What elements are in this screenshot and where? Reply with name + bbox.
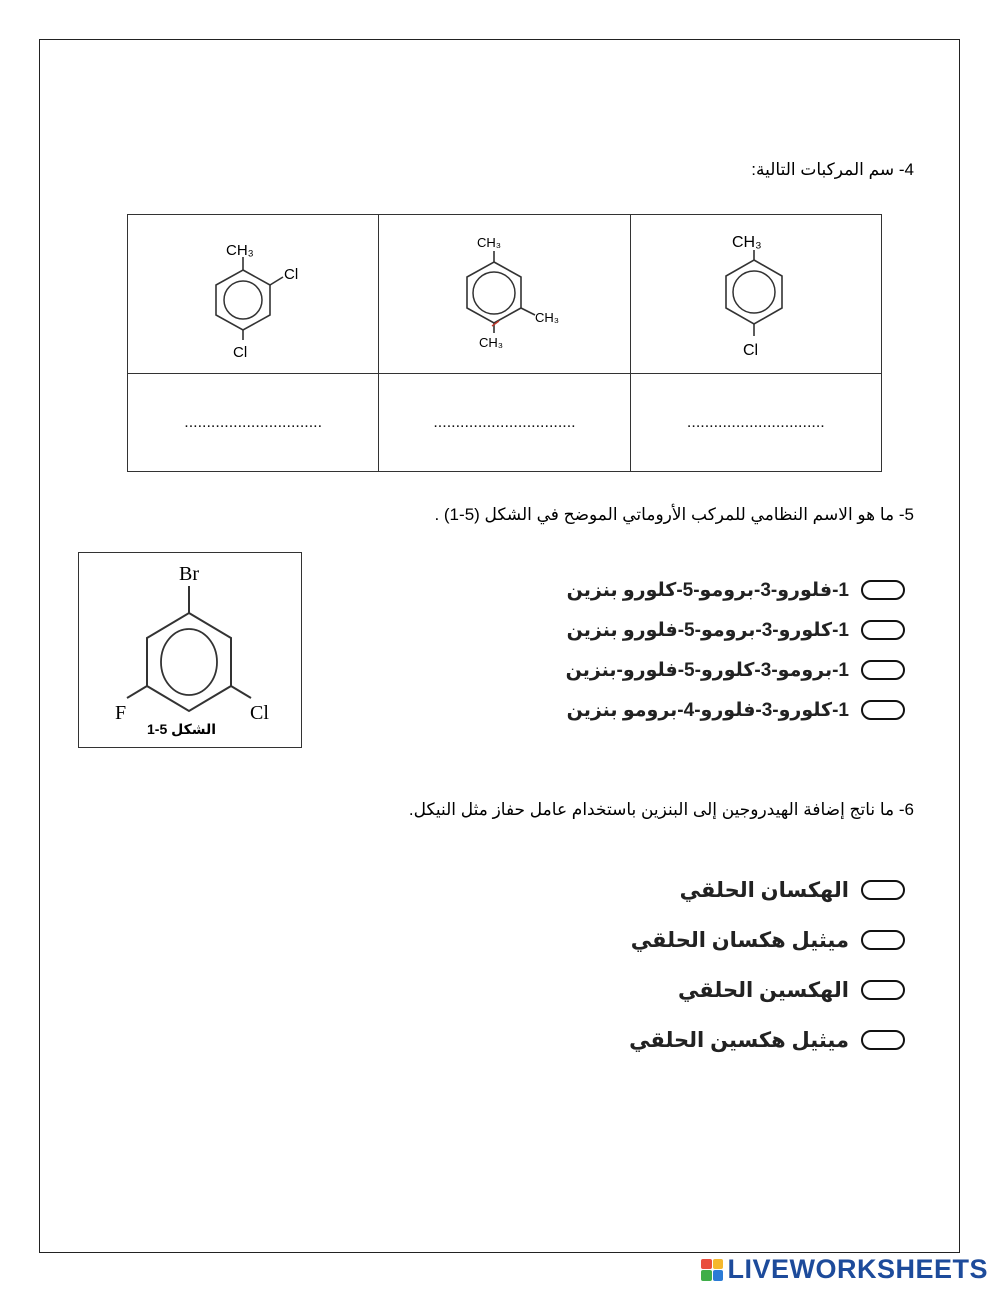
dichlorotoluene-structure [183,217,323,367]
label-ch3: CH₃ [226,241,254,259]
q5-option-2[interactable] [566,610,905,650]
structures-row [128,215,882,374]
label-cl-bottom: Cl [233,343,248,361]
label-ch3-bottom: CH₃ [479,334,504,350]
q5-option-3[interactable] [566,650,905,690]
radio-button[interactable] [861,930,905,950]
q5-option-4[interactable] [566,690,905,730]
label-ch3: CH₃ [731,233,762,251]
q6-option-3[interactable] [629,965,905,1015]
trimethylbenzene-structure [429,217,579,367]
answer-cell-1[interactable] [128,374,379,472]
radio-button[interactable] [861,1030,905,1050]
option-label: 1-برومو-3-كلورو-5-فلورو-بنزين [565,659,849,681]
label-cl-side: Cl [284,265,299,283]
option-label: الهكسان الحلقي [679,878,849,902]
radio-button[interactable] [861,580,905,600]
answer-blank-2[interactable]: ................................ [433,413,576,431]
label-ch3-top: CH₃ [477,234,502,250]
figure-5-1 [78,552,302,748]
radio-button[interactable] [861,700,905,720]
radio-button[interactable] [861,880,905,900]
logo-text: LIVEWORKSHEETS [727,1254,988,1284]
label-cl: Cl [742,341,758,359]
label-f: F [115,702,127,724]
answer-blank-3[interactable]: ............................... [686,413,825,431]
q6-option-4[interactable] [629,1015,905,1065]
structure-cell-3 [630,215,881,374]
liveworksheets-logo [701,1254,988,1285]
answers-row [128,374,882,472]
figure-caption: الشكل 5-1 [147,721,217,737]
answer-blank-1[interactable]: ............................... [184,413,323,431]
radio-button[interactable] [861,620,905,640]
label-br: Br [179,563,199,585]
q6-option-2[interactable] [629,915,905,965]
option-label: 1-فلورو-3-برومو-5-كلورو بنزين [566,579,849,601]
chlorotoluene-structure [686,217,826,367]
q5-options [566,570,905,730]
question-5: 5- ما هو الاسم النظامي للمركب الأروماتي الموضح في الشكل (5-1) . [434,505,914,524]
answer-cell-2[interactable] [379,374,630,472]
option-label: 1-كلورو-3-برومو-5-فلورو بنزين [566,619,849,641]
q6-options [629,865,905,1065]
structure-cell-2 [379,215,630,374]
option-label: الهكسين الحلقي [678,978,849,1002]
bromochlorofluorobenzene-structure [79,553,301,747]
q6-option-1[interactable] [629,865,905,915]
option-label: ميثيل هكسان الحلقي [630,928,849,952]
question-6: 6- ما ناتج إضافة الهيدروجين إلى البنزين باستخدام عامل حفاز مثل النيكل. [408,800,914,819]
q5-option-1[interactable] [566,570,905,610]
option-label: ميثيل هكسين الحلقي [629,1028,849,1052]
answer-cell-3[interactable] [630,374,881,472]
label-ch3-side: CH₃ [535,309,560,325]
question-4: 4- سم المركبات التالية: [751,160,914,179]
compounds-table [127,214,882,472]
option-label: 1-كلورو-3-فلورو-4-برومو بنزين [566,699,849,721]
structure-cell-1 [128,215,379,374]
radio-button[interactable] [861,660,905,680]
radio-button[interactable] [861,980,905,1000]
logo-icon [701,1259,723,1281]
label-cl: Cl [250,702,269,724]
